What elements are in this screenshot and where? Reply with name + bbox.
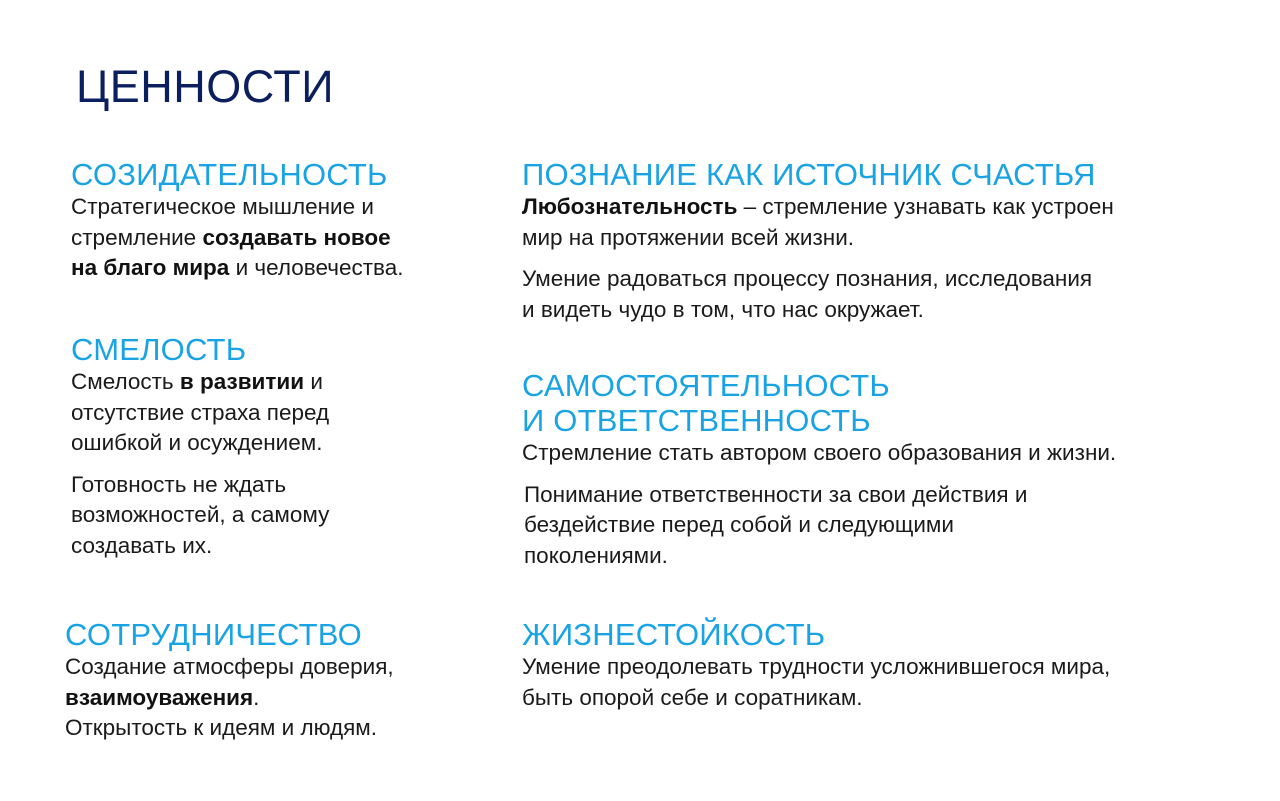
text-fragment: Смелость [71,369,180,394]
text-line: Создание атмосферы доверия, [65,654,394,679]
text-line: возможностей, а самому [71,502,330,527]
text-line: Стремление стать автором своего образования и жизни. [522,440,1117,465]
text-line: Умение радоваться процессу познания, исследования [522,266,1093,291]
value-description [71,367,329,459]
text-line: ошибкой и осуждением. [71,430,323,455]
value-heading: ЖИЗНЕСТОЙКОСТЬ [522,617,826,652]
text-line: бездействие перед собой и следующими [524,512,954,537]
bold-text: взаимоуважения [65,684,254,710]
bold-text: создавать новое [202,224,391,250]
value-heading: СОТРУДНИЧЕСТВО [65,617,362,652]
value-knowledge [522,157,1114,325]
text-line: Умение преодолевать трудности усложнившегося мира, [522,654,1111,679]
value-creativity [71,157,404,284]
value-independence [522,368,1116,571]
text-line: поколениями. [524,542,668,568]
text-fragment: стремление [71,224,203,250]
bold-text: Любознательность [522,194,738,219]
text-fragment: и человечества. [229,255,404,280]
value-description [522,438,1116,469]
bold-text: в развитии [179,369,305,394]
text-fragment: . [253,684,260,710]
value-description [524,480,1116,572]
value-description [71,470,329,562]
value-description [522,192,1114,253]
text-line [71,367,329,398]
text-line: отсутствие страха перед [71,399,330,425]
value-courage [71,332,329,561]
value-heading [522,368,1116,438]
text-line: Открытость к идеям и людям. [65,715,378,740]
heading-line: САМОСТОЯТЕЛЬНОСТЬ [522,368,890,403]
text-line [522,192,1114,223]
text-fragment: – стремление узнавать как устроен [737,194,1114,219]
bold-text: на благо мира [71,255,230,280]
value-description [65,652,394,744]
text-line: быть опорой себе и соратникам. [522,684,863,710]
value-description [522,264,1114,325]
value-description [71,192,404,284]
text-line: и видеть чудо в том, что нас окружает. [522,296,924,322]
text-line: создавать их. [71,532,213,558]
text-line: Готовность не ждать [71,471,287,497]
value-description [522,652,1110,713]
text-line [71,223,404,254]
page-title: ЦЕННОСТИ [76,61,335,112]
value-heading: СМЕЛОСТЬ [71,332,247,367]
text-line [71,253,404,284]
text-line: мир на протяжении всей жизни. [522,224,855,250]
heading-line: И ОТВЕТСТВЕННОСТЬ [522,403,871,438]
value-heading: СОЗИДАТЕЛЬНОСТЬ [71,157,388,192]
text-line: Стратегическое мышление и [71,194,374,219]
value-heading: ПОЗНАНИЕ КАК ИСТОЧНИК СЧАСТЬЯ [522,157,1096,192]
text-line: Понимание ответственности за свои действия и [524,481,1028,507]
value-resilience [522,617,1110,713]
text-line [65,683,394,714]
text-fragment: и [304,369,323,394]
value-cooperation [65,617,394,744]
